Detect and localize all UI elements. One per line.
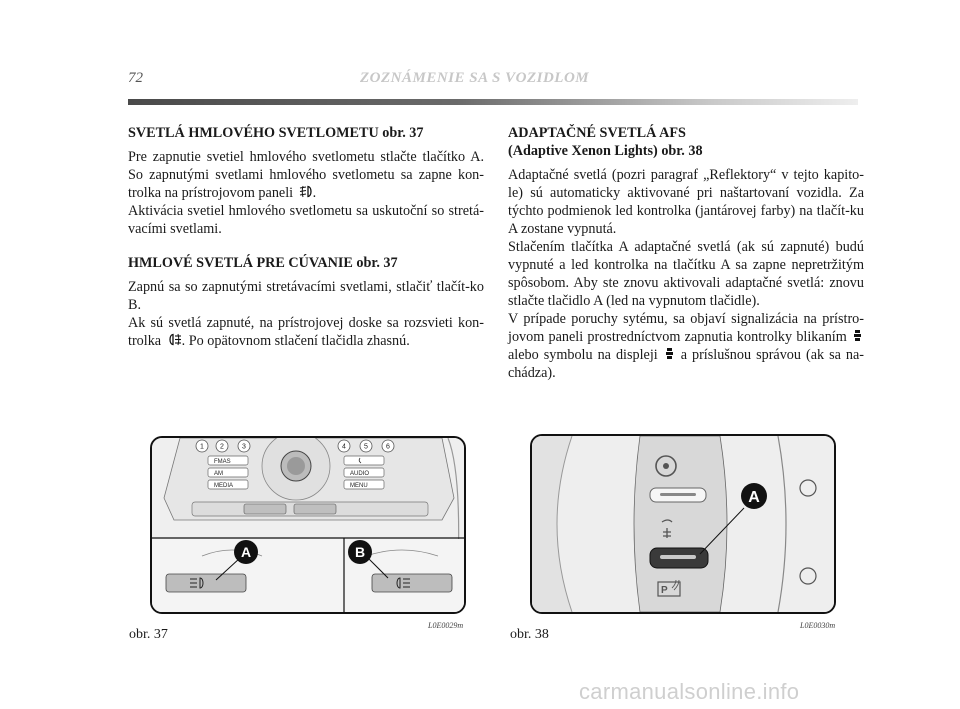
rear-fog-text-a: Ak sú svetlá zapnuté, na prístrojovej doske sa rozsvieti kon-trolka xyxy=(128,315,484,349)
afs-heading-line2: (Adaptive Xenon Lights) obr. 38 xyxy=(508,143,703,159)
rear-fog-paragraph-2 xyxy=(128,314,484,350)
watermark: carmanualsonline.info xyxy=(579,679,800,704)
page-number: 72 xyxy=(128,70,143,86)
figure-38-label: obr. 38 xyxy=(510,627,549,642)
figure-37-illustration xyxy=(150,436,466,614)
figure-38-illustration xyxy=(530,434,836,614)
fog-lights-text-end: . xyxy=(312,185,317,201)
callout-A-label-fig37: A xyxy=(240,544,252,560)
figure-37-code: L0E0029m xyxy=(428,621,464,630)
fog-light-icon xyxy=(299,185,313,198)
figure-38-code: L0E0030m xyxy=(800,621,836,630)
fog-lights-paragraph-2: Aktivácia svetiel hmlového svetlometu sa uskutoční so stretá-vacími svetlami. xyxy=(128,203,484,237)
rear-fog-text-b: . Po opätovnom stlačení tlačidla zhasnú. xyxy=(181,333,410,349)
page-header xyxy=(128,70,858,90)
preset-label-6: 6 xyxy=(386,443,390,451)
afs-warning-icon xyxy=(853,329,862,342)
rear-fog-light-icon xyxy=(168,333,182,346)
fm-button-label: FMAS xyxy=(214,459,231,465)
preset-label-4: 4 xyxy=(342,443,346,451)
phone-button xyxy=(344,456,384,465)
afs-text-b: alebo symbolu na displeji xyxy=(508,347,658,363)
fog-light-button-A xyxy=(166,574,246,592)
afs-paragraph-1: Adaptačné svetlá (pozri paragraf „Reflektory“ v tejto kapito-le) sú automaticky aktivované pri naštartovaní vozidla. Za týchto podmienok led kontrolka (jantárovej farby) na tlačít-ku A zostane vypnutá. xyxy=(508,167,864,237)
rear-fog-paragraph-1: Zapnú sa so zapnutými stretávacími svetlami, stlačiť tlačít-ko B. xyxy=(128,279,484,313)
fog-lights-text: Pre zapnutie svetiel hmlového svetlometu stlačte tlačítko A. So zapnutými svetlami hmlového svetlometu sa zapne kon-trolka na prístrojovom paneli xyxy=(128,149,484,201)
figure-38-drawing xyxy=(532,436,834,612)
afs-text-a: V prípade poruchy sytému, sa objaví signalizácia na prístro-jovom paneli prostredníctvom zapnutia kontrolky blikaním xyxy=(508,311,864,345)
running-title: ZOZNÁMENIE SA S VOZIDLOM xyxy=(360,70,590,86)
right-column xyxy=(508,124,864,382)
afs-display-icon xyxy=(665,347,674,360)
left-column xyxy=(128,124,484,350)
afs-heading-line1: ADAPTAČNÉ SVETLÁ AFS xyxy=(508,125,686,141)
fog-lights-heading: SVETLÁ HMLOVÉHO SVETLOMETU obr. 37 xyxy=(128,125,424,141)
afs-heading xyxy=(508,124,864,160)
header-rule xyxy=(128,99,858,105)
afs-paragraph-2: Stlačením tlačítka A adaptačné svetlá (ak sú zapnuté) budú vypnuté a led kontrolka na tlačítku A sa zapne nepretržitým spôsobom. Aby ste znovu aktivovali adaptačné svetlá: znovu stlačte tlačidlo A (led na vypnutom tlačidle). xyxy=(508,239,864,309)
figure-37-drawing xyxy=(152,438,464,612)
am-button-label: AM xyxy=(214,471,223,477)
afs-text-c: a príslušnou správou (ak sa na-chádza). xyxy=(508,347,864,381)
rear-fog-heading: HMLOVÉ SVETLÁ PRE CÚVANIE obr. 37 xyxy=(128,255,398,271)
callout-B-label-fig37: B xyxy=(354,544,366,560)
menu-button-label: MENU xyxy=(350,483,368,489)
afs-paragraph-3 xyxy=(508,310,864,382)
preset-label-3: 3 xyxy=(242,443,246,451)
preset-label-1: 1 xyxy=(200,443,204,451)
audio-button-label: AUDIO xyxy=(350,471,370,477)
rear-fog-button-B xyxy=(372,574,452,592)
svg-text:P: P xyxy=(661,585,668,596)
preset-label-5: 5 xyxy=(364,443,368,451)
preset-label-2: 2 xyxy=(220,443,224,451)
figure-37-label: obr. 37 xyxy=(129,627,168,642)
callout-A-label-fig38: A xyxy=(748,489,760,506)
media-button-label: MEDIA xyxy=(214,483,234,489)
fog-lights-paragraph-1 xyxy=(128,148,484,202)
